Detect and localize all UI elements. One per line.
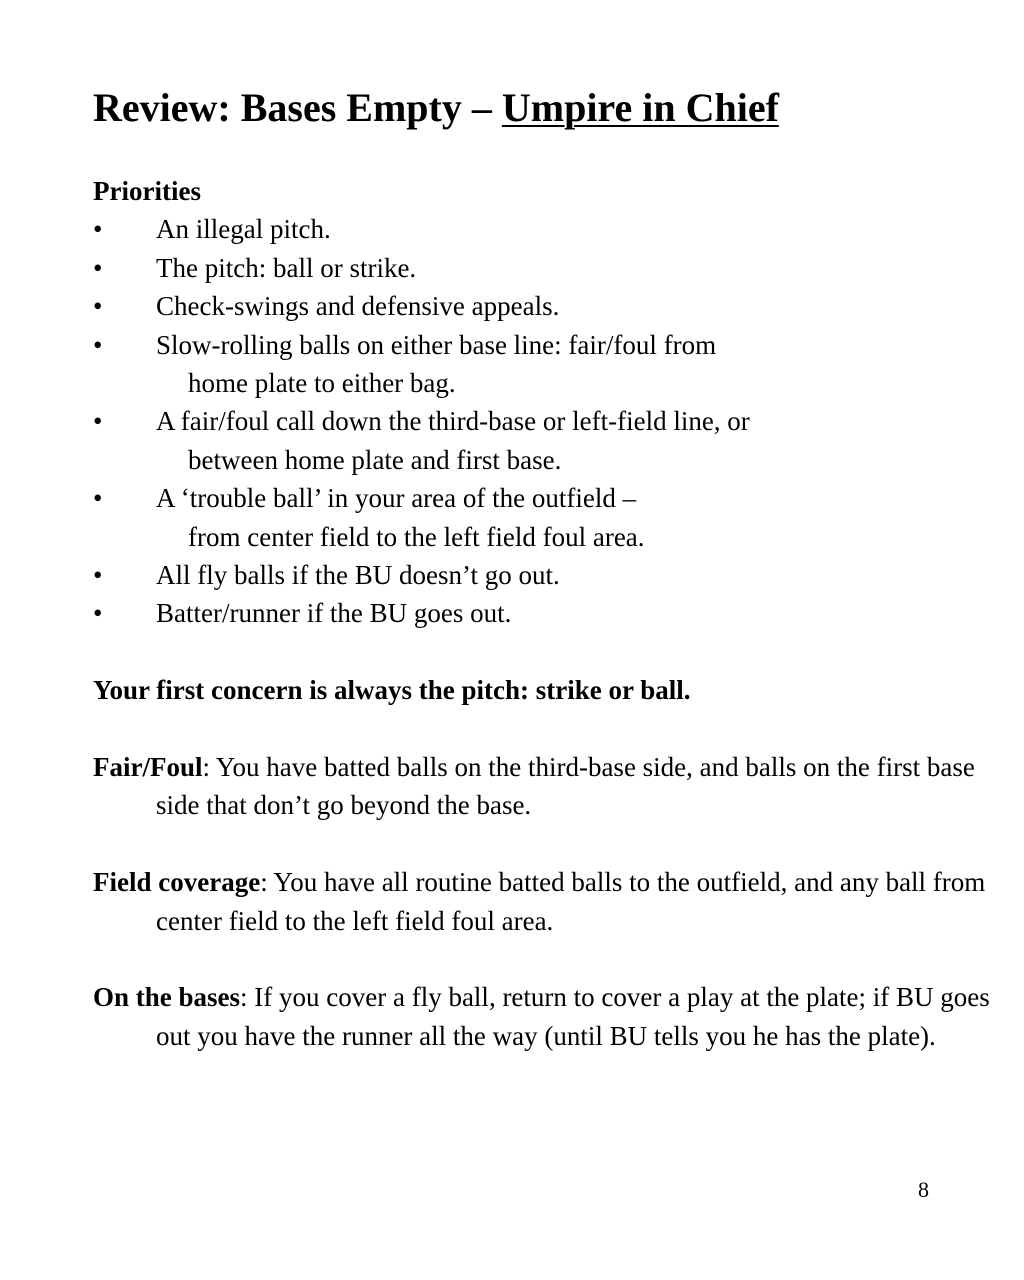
title-prefix: Review: Bases Empty – — [93, 85, 502, 130]
on-the-bases-text: : If you cover a fly ball, return to cover a play at the plate; if BU goes out you have the runner all the way (until BU tells you he has the plate). — [156, 982, 990, 1051]
bullet-glyph: • — [93, 406, 103, 437]
on-the-bases-lead: On the bases — [93, 982, 241, 1013]
spacer — [93, 825, 993, 863]
list-item — [93, 326, 993, 403]
priorities-list — [93, 210, 993, 632]
fair-foul-paragraph — [93, 748, 993, 825]
body-text — [93, 172, 993, 1055]
bullet-glyph: • — [93, 598, 103, 629]
list-item — [93, 210, 993, 248]
bullet-glyph: • — [93, 291, 103, 322]
field-coverage-text: : You have all routine batted balls to the outfield, and any ball from center field to the left field foul area. — [156, 867, 986, 936]
title-underlined: Umpire in Chief — [501, 85, 779, 130]
bullet-glyph: • — [93, 252, 103, 283]
fair-foul-lead: Fair/Foul — [93, 752, 203, 783]
list-item-text: Slow-rolling balls on either base line: fair/foul from — [156, 329, 717, 360]
spacer — [93, 633, 993, 671]
bullet-glyph: • — [93, 560, 103, 591]
list-item-text: The pitch: ball or strike. — [156, 252, 417, 283]
list-item-text: Check-swings and defensive appeals. — [156, 291, 560, 322]
bullet-glyph: • — [93, 483, 103, 514]
on-the-bases-paragraph — [93, 978, 993, 1055]
priorities-heading: Priorities — [93, 176, 201, 206]
list-item-text: A ‘trouble ball’ in your area of the outfield – — [156, 483, 637, 514]
page-number: 8 — [918, 1177, 929, 1202]
list-item — [93, 402, 993, 479]
list-item — [93, 287, 993, 325]
field-coverage-lead: Field coverage — [93, 867, 261, 898]
field-coverage-paragraph — [93, 863, 993, 940]
bullet-glyph: • — [93, 214, 103, 245]
list-item — [93, 249, 993, 287]
list-item-continuation: from center field to the left field foul area. — [188, 521, 645, 552]
list-item-continuation: home plate to either bag. — [188, 368, 456, 399]
list-item-text: An illegal pitch. — [156, 214, 331, 245]
list-item-text: Batter/runner if the BU goes out. — [156, 598, 512, 629]
spacer — [93, 710, 993, 748]
list-item-continuation: between home plate and first base. — [188, 444, 562, 475]
list-item-text: All fly balls if the BU doesn’t go out. — [156, 560, 560, 591]
list-item-text: A fair/foul call down the third-base or left-field line, or — [156, 406, 750, 437]
concern-statement: Your first concern is always the pitch: strike or ball. — [93, 675, 691, 706]
list-item — [93, 479, 993, 556]
bullet-glyph: • — [93, 329, 103, 360]
page-title — [93, 84, 779, 132]
list-item — [93, 594, 993, 632]
fair-foul-text: : You have batted balls on the third-base side, and balls on the first base side that don’t go beyond the base. — [156, 752, 975, 821]
list-item — [93, 556, 993, 594]
spacer — [93, 940, 993, 978]
